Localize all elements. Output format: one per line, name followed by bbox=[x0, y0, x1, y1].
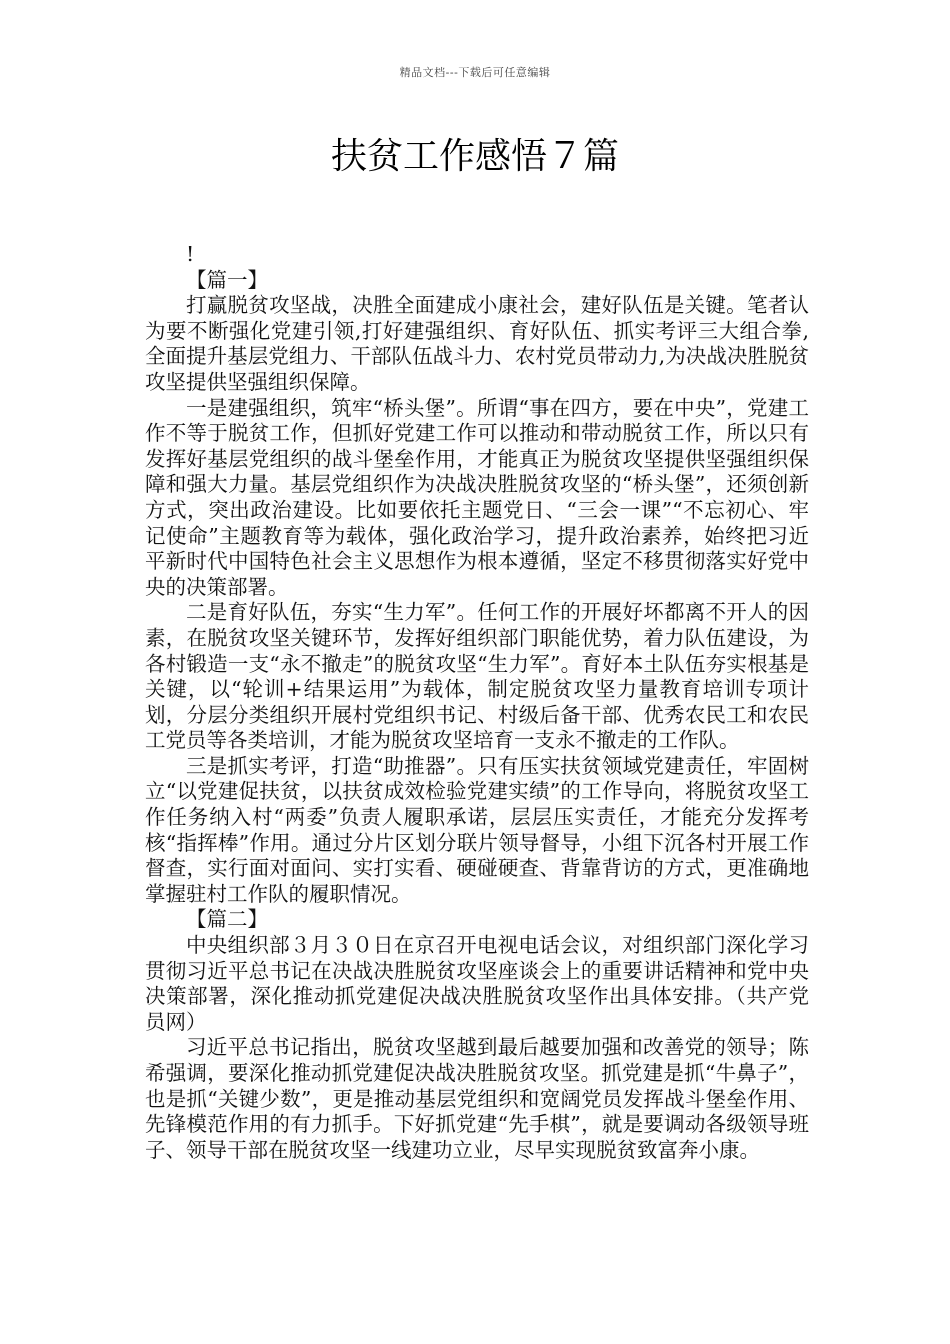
paragraph: 习近平总书记指出，脱贫攻坚越到最后越要加强和改善党的领导；陈希强调，要深化推动抓党建促决战决胜脱贫攻坚。抓党建是抓“牛鼻子”，也是抓“关键少数”，更是推动基层党组织和宽阔党员发挥战斗堡垒作用、先锋模范作用的有力抓手。下好抓党建“先手棋”，就是要调动各级领导班子、领导干部在脱贫攻坚一线建功立业，尽早实现脱贫致富奔小康。 bbox=[145, 1035, 809, 1162]
section-heading-1: 【篇一】 bbox=[186, 267, 268, 292]
paragraph: 打赢脱贫攻坚战，决胜全面建成小康社会，建好队伍是关键。笔者认为要不断强化党建引领,打好建强组织、育好队伍、抓实考评三大组合拳,全面提升基层党组力、干部队伍战斗力、农村党员带动力,为决战决胜脱贫攻坚提供坚强组织保障。 bbox=[145, 293, 809, 394]
section-heading-2: 【篇二】 bbox=[186, 907, 268, 932]
paragraph: 三是抓实考评，打造“助推器”。只有压实扶贫领域党建责任，牢固树立“以党建促扶贫，以扶贫成效检验党建实绩”的工作导向，将脱贫攻坚工作任务纳入村“两委”负责人履职承诺，层层压实责任，才能充分发挥考核“指挥棒”作用。通过分片区划分联片领导督导，小组下沉各村开展工作督查，实行面对面问、实打实看、硬碰硬查、背靠背访的方式，更准确地掌握驻村工作队的履职情况。 bbox=[145, 753, 809, 906]
paragraph: 一是建强组织，筑牢“桥头堡”。所谓“事在四方，要在中央”，党建工作不等于脱贫工作，但抓好党建工作可以推动和带动脱贫工作，所以只有发挥好基层党组织的战斗堡垒作用，才能真正为脱贫攻坚提供坚强组织保障和强大力量。基层党组织作为决战决胜脱贫攻坚的“桥头堡”，还须创新方式，突出政治建设。比如要依托主题党日、“三会一课”“不忘初心、牢记使命”主题教育等为载体，强化政治学习，提升政治素养，始终把习近平新时代中国特色社会主义思想作为根本遵循，坚定不移贯彻落实好党中央的决策部署。 bbox=[145, 395, 809, 599]
document-title: 扶贫工作感悟７篇 bbox=[330, 136, 619, 177]
paragraph: 二是育好队伍，夯实“生力军”。任何工作的开展好坏都离不开人的因素，在脱贫攻坚关键环节，发挥好组织部门职能优势，着力队伍建设，为各村锻造一支“永不撤走”的脱贫攻坚“生力军”。育好本土队伍夯实根基是关键，以“轮训+结果运用”为载体，制定脱贫攻坚力量教育培训专项计划，分层分类组织开展村党组织书记、村级后备干部、优秀农民工和农民工党员等各类培训，才能为脱贫攻坚培育一支永不撤走的工作队。 bbox=[145, 600, 809, 753]
header-note: 精品文档---下载后可任意编辑 bbox=[399, 66, 551, 79]
paragraph: 中央组织部３月３０日在京召开电视电话会议，对组织部门深化学习贯彻习近平总书记在决战决胜脱贫攻坚座谈会上的重要讲话精神和党中央决策部署，深化推动抓党建促决战决胜脱贫攻坚作出具体安排。（共产党员网） bbox=[145, 933, 809, 1034]
document-body bbox=[145, 242, 809, 1163]
paragraph-exclamation: ! bbox=[186, 242, 195, 266]
